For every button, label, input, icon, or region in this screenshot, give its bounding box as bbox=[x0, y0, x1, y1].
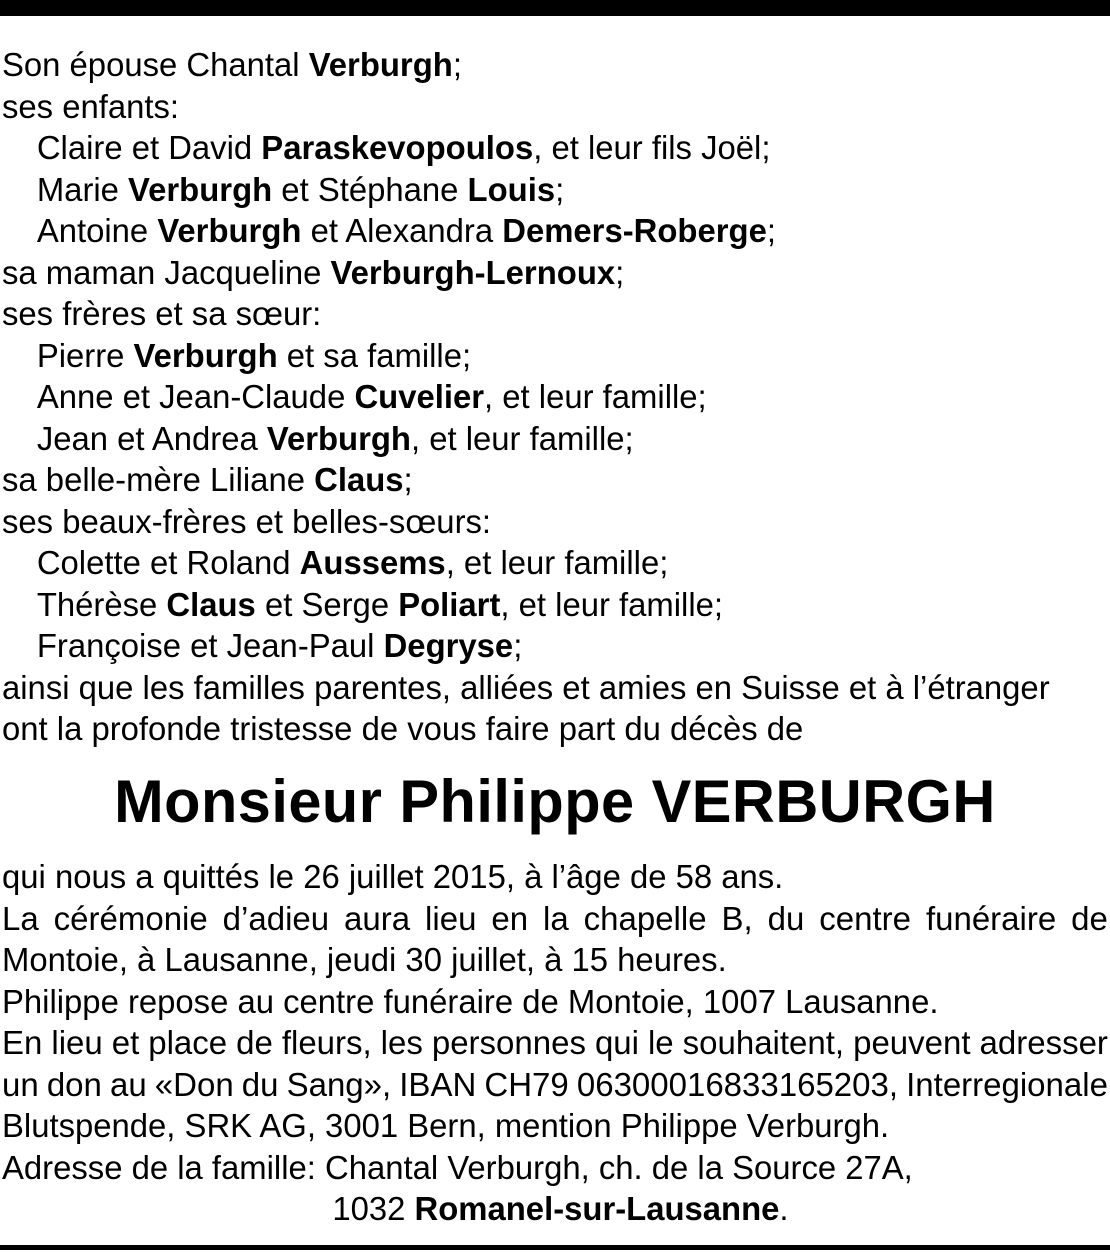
family-surname: Claus bbox=[166, 585, 256, 623]
address-end: . bbox=[779, 1190, 789, 1227]
family-text: sa belle-mère Liliane bbox=[2, 461, 315, 498]
details-text bbox=[2, 856, 1108, 1188]
details-word: la bbox=[543, 899, 569, 937]
family-text: ses beaux-frères et belles-sœurs: bbox=[2, 502, 492, 540]
details-word: adresser bbox=[979, 1024, 1108, 1061]
family-surname: Verburgh bbox=[308, 46, 453, 83]
family-text: Anne et Jean-Claude bbox=[36, 378, 355, 415]
details-word: place bbox=[148, 1024, 228, 1061]
family-text: Françoise et Jean-Paul bbox=[36, 627, 384, 664]
details-word: chapelle bbox=[583, 899, 707, 937]
details-word: lieu bbox=[425, 899, 477, 937]
details-word: B, bbox=[721, 899, 753, 937]
details-line bbox=[2, 1022, 1108, 1064]
details-word: «Don bbox=[154, 1065, 234, 1103]
details-line: qui nous a quittés le 26 juillet 2015, à l’âge de 58 ans. bbox=[2, 858, 784, 895]
family-text: ont la profonde tristesse de vous faire part du décès de bbox=[2, 710, 804, 747]
family-text: sa maman Jacqueline bbox=[2, 253, 331, 291]
details-line: Adresse de la famille: Chantal Verburgh, ch. de la Source 27A, bbox=[2, 1148, 913, 1186]
details-line bbox=[2, 898, 1108, 940]
family-surname: Louis bbox=[467, 170, 556, 208]
family-surname: Paraskevopoulos bbox=[261, 129, 534, 166]
details-word: En bbox=[2, 1024, 43, 1061]
family-text: Thérèse bbox=[36, 585, 167, 623]
family-text: ; bbox=[555, 170, 565, 208]
details-word: de bbox=[236, 1024, 273, 1061]
family-line bbox=[2, 501, 1102, 543]
details-word: du bbox=[241, 1065, 279, 1103]
details-word: Interregionale bbox=[906, 1065, 1108, 1103]
family-text: et Serge bbox=[255, 585, 399, 623]
details-word: le bbox=[647, 1024, 674, 1061]
family-text: ses frères et sa sœur: bbox=[2, 295, 322, 332]
family-text: , et leur famille; bbox=[484, 378, 707, 415]
details-word: d’adieu bbox=[222, 899, 330, 937]
family-line bbox=[2, 459, 1102, 501]
details-word: de bbox=[1071, 899, 1108, 937]
details-word: CH79 bbox=[484, 1065, 569, 1103]
top-rule bbox=[0, 0, 1110, 16]
family-surname: Degryse bbox=[383, 627, 514, 664]
details-word: au bbox=[109, 1065, 147, 1103]
family-text: Colette et Roland bbox=[36, 544, 300, 581]
details-line: Blutspende, SRK AG, 3001 Bern, mention Philippe Verburgh. bbox=[2, 1107, 890, 1144]
family-text: , et leur famille; bbox=[500, 585, 724, 623]
family-line bbox=[2, 127, 1102, 169]
deceased-name: Monsieur Philippe VERBURGH bbox=[114, 768, 996, 835]
details-word: personnes bbox=[431, 1024, 586, 1061]
family-list bbox=[2, 44, 1108, 750]
details-word: un bbox=[2, 1065, 39, 1103]
family-line bbox=[2, 169, 1102, 211]
family-text: ainsi que les familles parentes, alliées et amies en Suisse et à l’étranger bbox=[2, 668, 1050, 706]
family-surname: Poliart bbox=[398, 585, 501, 623]
family-line bbox=[2, 86, 1102, 128]
family-text: et Alexandra bbox=[301, 212, 503, 249]
details-word: peuvent bbox=[853, 1024, 971, 1061]
family-text: et sa famille; bbox=[277, 336, 472, 374]
details-word: funéraire bbox=[925, 899, 1057, 937]
address-postcode: 1032 bbox=[332, 1190, 415, 1227]
details-line bbox=[2, 1064, 1108, 1106]
family-line bbox=[2, 293, 1102, 335]
family-text: , et leur famille; bbox=[410, 419, 634, 457]
family-text: ; bbox=[766, 212, 776, 249]
details-line: Philippe repose au centre funéraire de Montoie, 1007 Lausanne. bbox=[2, 982, 939, 1020]
family-line bbox=[2, 542, 1102, 584]
family-surname: Aussems bbox=[299, 544, 446, 581]
details-word: et bbox=[111, 1024, 140, 1061]
details-word: aura bbox=[344, 899, 411, 937]
details-word: La bbox=[2, 899, 39, 937]
family-line bbox=[2, 667, 1102, 709]
details-word: les bbox=[380, 1024, 423, 1061]
details-word: don bbox=[46, 1065, 102, 1103]
address-line bbox=[2, 1188, 1102, 1230]
details-word: 06300016833165203, bbox=[576, 1065, 899, 1103]
family-text: ; bbox=[403, 461, 413, 498]
family-line bbox=[2, 376, 1102, 418]
family-text: ses enfants: bbox=[2, 87, 180, 125]
family-text: Marie bbox=[36, 170, 129, 208]
address-city: Romanel-sur-Lausanne bbox=[414, 1190, 780, 1227]
family-line bbox=[2, 335, 1102, 377]
details-word: fleurs, bbox=[281, 1024, 372, 1061]
family-line bbox=[2, 44, 1102, 86]
family-line bbox=[2, 418, 1102, 460]
details-word: qui bbox=[594, 1024, 639, 1061]
family-line bbox=[2, 625, 1102, 667]
details-word: Sang», bbox=[286, 1065, 392, 1103]
details-word: centre bbox=[819, 899, 912, 937]
details-word: cérémonie bbox=[53, 899, 208, 937]
family-text: , et leur fils Joël; bbox=[533, 129, 771, 166]
family-address bbox=[2, 1188, 1108, 1230]
family-surname: Cuvelier bbox=[354, 378, 485, 415]
family-text: ; bbox=[452, 46, 462, 83]
family-line bbox=[2, 708, 1102, 750]
family-text: ; bbox=[615, 253, 625, 291]
family-text: , et leur famille; bbox=[445, 544, 669, 581]
family-surname: Verburgh bbox=[128, 170, 273, 208]
family-text: Antoine bbox=[36, 212, 158, 249]
family-text: Son épouse Chantal bbox=[2, 46, 309, 83]
details-line: Montoie, à Lausanne, jeudi 30 juillet, à 15 heures. bbox=[2, 941, 727, 978]
family-surname: Verburgh bbox=[133, 336, 278, 374]
family-text: ; bbox=[513, 627, 523, 664]
bottom-rule bbox=[0, 1245, 1110, 1250]
family-surname: Claus bbox=[314, 461, 404, 498]
family-text: Jean et Andrea bbox=[36, 419, 267, 457]
details-word: IBAN bbox=[399, 1065, 477, 1103]
family-text: Pierre bbox=[36, 336, 134, 374]
family-line bbox=[2, 210, 1102, 252]
family-surname: Verburgh bbox=[266, 419, 411, 457]
family-surname: Verburgh-Lernoux bbox=[330, 253, 616, 291]
details-word: en bbox=[491, 899, 529, 937]
family-line bbox=[2, 584, 1102, 626]
details-word: lieu bbox=[51, 1024, 103, 1061]
details-word: souhaitent, bbox=[682, 1024, 845, 1061]
details-word: du bbox=[767, 899, 805, 937]
family-line bbox=[2, 252, 1102, 294]
family-surname: Verburgh bbox=[157, 212, 302, 249]
family-text: et Stéphane bbox=[272, 170, 468, 208]
family-text: Claire et David bbox=[36, 129, 262, 166]
family-surname: Demers-Roberge bbox=[502, 212, 767, 249]
